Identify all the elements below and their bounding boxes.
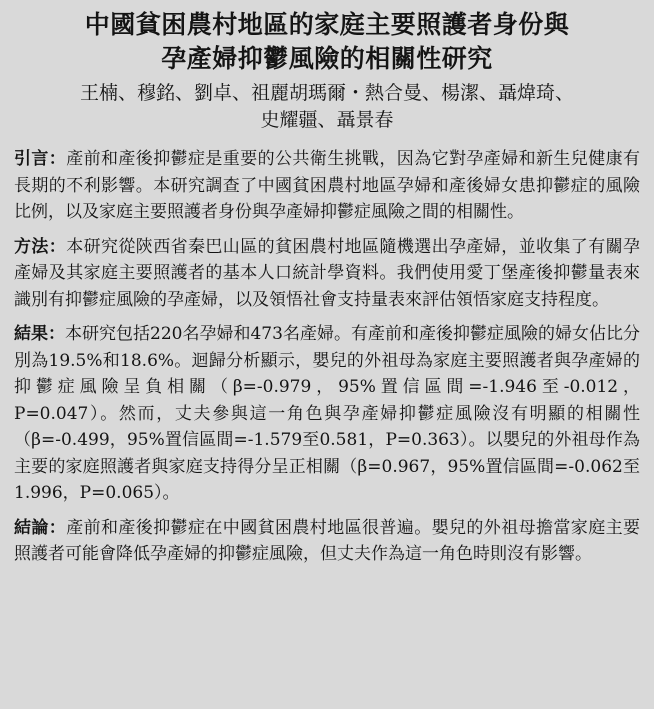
section-label-conclusion: 結論： [14, 517, 67, 538]
section-label-methods: 方法： [14, 236, 67, 257]
section-introduction [14, 146, 640, 226]
title-line-1: 中國貧困農村地區的家庭主要照護者身份與 [84, 10, 570, 39]
authors-line-2: 史耀疆、聶景春 [260, 109, 394, 131]
authors-line-1: 王楠、穆銘、劉卓、祖麗胡瑪爾・熱合曼、楊潔、聶煒琦、 [79, 82, 574, 104]
title-line-2: 孕產婦抑鬱風險的相關性研究 [161, 44, 493, 73]
section-methods [14, 234, 640, 314]
section-label-introduction: 引言： [14, 149, 67, 169]
paper-title [14, 8, 640, 76]
author-list [14, 80, 640, 134]
section-text-introduction: 產前和產後抑鬱症是重要的公共衛生挑戰，因為它對孕產婦和新生兒健康有長期的不利影響。本研究調查了中國貧困農村地區孕婦和產後婦女患抑鬱症的風險比例，以及家庭主要照護者身份與孕產婦抑鬱症風險之間的相關性。 [14, 149, 641, 222]
section-results [14, 321, 640, 507]
section-text-results: 本研究包括220名孕婦和473名產婦。有產前和產後抑鬱症風險的婦女佔比分別為19.5%和18.6%。迴歸分析顯示，嬰兒的外祖母為家庭主要照護者與孕產婦的抑鬱症風險呈負相關（β=-0.979，95%置信區間=-1.946至-0.012，P=0.047）。然而，丈夫參與這一角色與孕產婦抑鬱症風險沒有明顯的相關性（β=-0.499，95%置信區間=-1.579至0.581，P=0.363）。以嬰兒的外祖母作為主要的家庭照護者與家庭支持得分呈正相關（β=0.967，95%置信區間=-0.062至1.996，P=0.065）。 [14, 324, 640, 503]
section-label-results: 結果： [14, 324, 66, 344]
section-conclusion [14, 515, 640, 568]
section-text-methods: 本研究從陝西省秦巴山區的貧困農村地區隨機選出孕產婦，並收集了有關孕產婦及其家庭主要照護者的基本人口統計學資料。我們使用愛丁堡產後抑鬱量表來識別有抑鬱症風險的孕產婦，以及領悟社會支持量表來評估領悟家庭支持程度。 [14, 236, 641, 310]
section-text-conclusion: 產前和產後抑鬱症在中國貧困農村地區很普遍。嬰兒的外祖母擔當家庭主要照護者可能會降低孕產婦的抑鬱症風險，但丈夫作為這一角色時則沒有影響。 [14, 517, 641, 564]
